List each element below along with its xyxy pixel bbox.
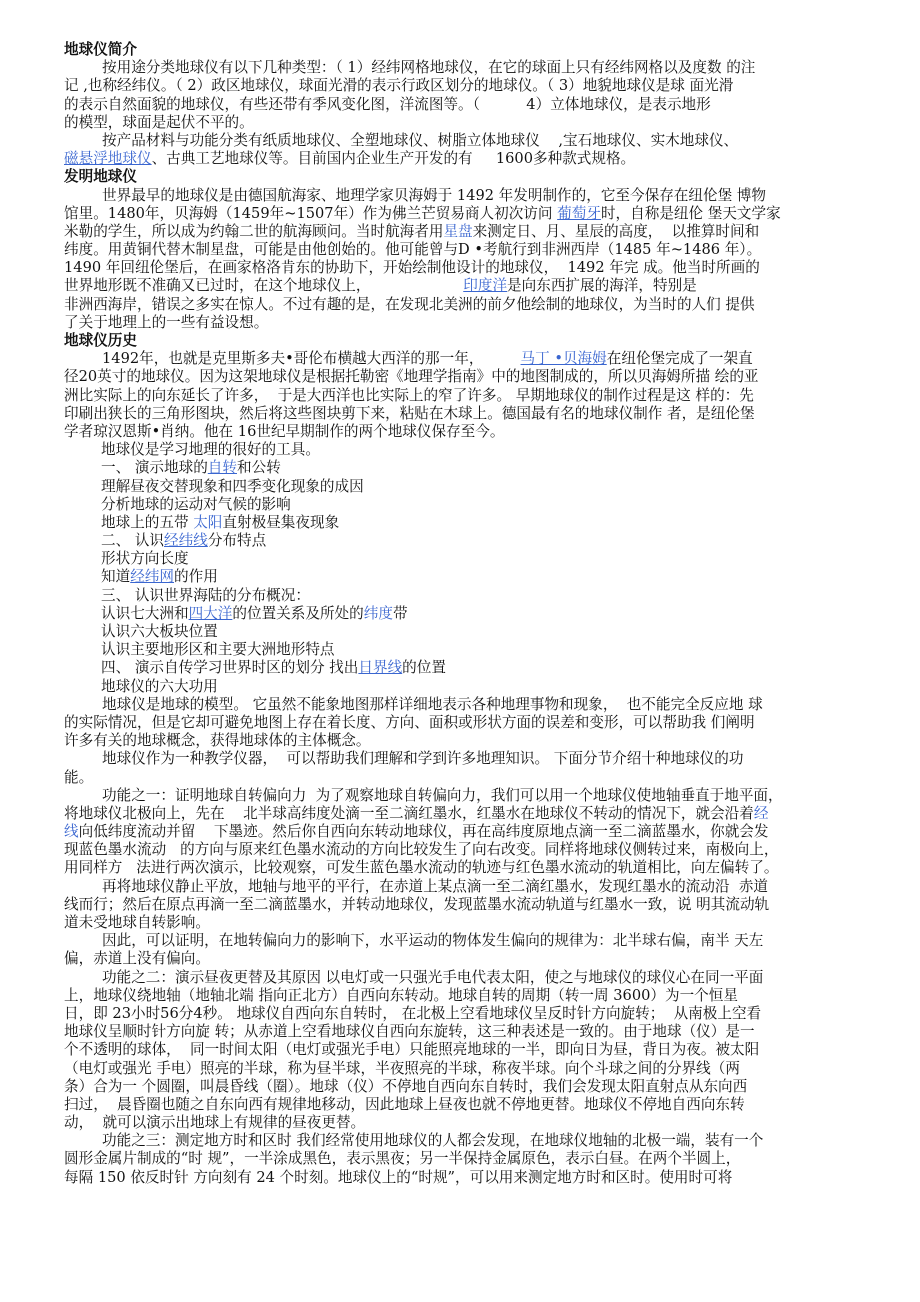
text-line <box>64 987 860 1005</box>
text-line <box>64 132 860 150</box>
text-line <box>64 787 860 805</box>
text-run: 二、 认识 <box>101 532 165 550</box>
text-run: 非洲西海岸，错误之多实在惊人。不过有趣的是，在发现北美洲的前夕他绘制的地球仪，为当时的人们 提供 <box>64 295 755 313</box>
text-run: 线而行；然后在原点再滴一至二滴蓝墨水，并转动地球仪，发现蓝墨水流动轨道与红墨水一致，说 明其流动轨 <box>64 895 770 913</box>
text-line <box>64 1060 860 1078</box>
hyperlink[interactable]: 星盘 <box>443 222 473 240</box>
text-run: 功能之二：演示昼夜更替及其原因 以电灯或一只强光手电代表太阳，使之与地球仪的球仪心在同一平面 <box>102 968 764 986</box>
text-run: 功能之三：测定地方时和区时 我们经常使用地球仪的人都会发现，在地球仪地轴的北极一端，装有一个 <box>102 1132 764 1150</box>
text-line <box>64 769 860 787</box>
text-line <box>64 187 860 205</box>
text-line <box>64 659 860 677</box>
text-line <box>64 296 860 314</box>
text-run: 偏，赤道上没有偏向。 <box>64 950 210 968</box>
text-line <box>64 96 860 114</box>
text-run: 三、 认识世界海陆的分布概况： <box>101 586 310 604</box>
text-run: 的作用 <box>174 568 218 586</box>
text-run: 的实际情况，但是它却可避免地图上存在着长度、方向、面积或形状方面的误差和变形，可以帮助我 们阐明 <box>64 713 755 731</box>
text-run: 因此，可以证明，在地转偏向力的影响下，水平运动的物体发生偏向的规律为：北半球右偏，南半 天左 <box>102 932 764 950</box>
text-line <box>64 932 860 950</box>
text-run: 知道 <box>101 568 131 586</box>
text-run: 条）合为一 个圆圈，叫晨昏线（圈）。地球（仪）不停地自西向东自转时，我们会发现太阳直射点从东向西 <box>64 1077 748 1095</box>
text-run: 圆形金属片制成的“时 规”，一半涂成黑色，表示黑夜；另一半保持金属原色，表示白昼。在两个半圆上， <box>64 1150 741 1168</box>
text-run: 上，地球仪绕地轴（地轴北端 指向正北方）自西向东转动。地球自转的周期（转一周 3600）为一个恒星 <box>64 986 738 1004</box>
text-line <box>64 114 860 132</box>
text-line <box>64 259 860 277</box>
text-run: 带 <box>392 604 408 622</box>
text-run: 分析地球的运动对气候的影响 <box>101 495 291 513</box>
text-line <box>64 241 860 259</box>
hyperlink[interactable]: 经 <box>753 804 769 822</box>
text-run: 扫过， 晨昏圈也随之自东向西有规律地移动，因此地球上昼夜也就不停地更替。地球仪不停地自西向东转 <box>64 1095 745 1113</box>
section-heading <box>64 41 860 59</box>
hyperlink[interactable]: 四大洋 <box>188 604 233 622</box>
text-run: 的表示自然面貌的地球仪，有些还带有季风变化图，洋流图等。（ 4）立体地球仪，是表示地形 <box>64 95 711 113</box>
hyperlink[interactable]: 磁悬浮地球仪 <box>64 150 152 168</box>
text-line <box>64 841 860 859</box>
text-line <box>64 277 860 295</box>
text-run: 是向东西扩展的海洋，特别是 <box>507 277 697 295</box>
text-run: 认识主要地形区和主要大洲地形特点 <box>101 641 335 659</box>
text-run: 米勒的学生，所以成为约翰二世的航海顾问。当时航海者用 <box>64 222 444 240</box>
text-run: 发明地球仪 <box>64 168 137 186</box>
text-run: 地球仪的六大功用 <box>101 677 218 695</box>
text-run: 用同样方 法进行两次演示，比较观察，可发生蓝色墨水流动的轨迹与红色墨水流动的轨道相比，向左偏转了。 <box>64 859 779 877</box>
text-line <box>64 605 860 623</box>
hyperlink[interactable]: 马丁 •贝海姆 <box>520 350 607 368</box>
text-line <box>64 1005 860 1023</box>
text-run: 分布特点 <box>207 532 267 550</box>
hyperlink[interactable]: 日界线 <box>358 659 403 677</box>
hyperlink[interactable]: 线 <box>64 823 79 841</box>
text-run: 地球上的五带 <box>101 513 194 531</box>
hyperlink[interactable]: 太阳 <box>193 513 223 531</box>
text-run: 一、 演示地球的 <box>101 459 208 477</box>
text-line <box>64 878 860 896</box>
text-line <box>64 205 860 223</box>
text-run: 道未受地球自转影响。 <box>64 914 210 931</box>
text-run: 认识六大板块位置 <box>101 623 218 640</box>
text-run: 径20英寸的地球仪。因为这架地球仪是根据托勒密《地理学指南》中的地图制成的，所以贝海姆所描 绘的亚 <box>64 368 759 386</box>
text-run: 地球仪呈顺时针方向旋 转；从赤道上空看地球仪自西向东旋转，这三种表述是一致的。由于地球（仪）是一 <box>64 1023 755 1041</box>
text-line <box>64 314 860 332</box>
section-heading <box>64 168 860 186</box>
text-run: 记 ,也称经纬仪。（ 2）政区地球仪，球面光滑的表示行政区划分的地球仪。（ 3）地貌地球仪是球 面光滑 <box>64 77 734 95</box>
hyperlink[interactable]: 纬度 <box>363 604 393 622</box>
text-run: 印刷出狭长的三角形图块，然后将这些图块剪下来，粘贴在木球上。德国最有名的地球仪制作 者，是纽伦堡 <box>64 404 755 422</box>
text-run: 地球仪历史 <box>64 332 137 349</box>
text-run: 世界最早的地球仪是由德国航海家、地理学家贝海姆于 1492 年发明制作的，它至今保存在纽伦堡 博物 <box>102 186 766 204</box>
text-run: 向低纬度流动并留 下墨迹。然后你自西向东转动地球仪，再在高纬度原地点滴一至二滴蓝墨水，你就会发 <box>78 823 769 841</box>
text-run: 现蓝色墨水流动 的方向与原来红色墨水流动的方向比较发生了向右改变。同样将地球仪侧转过来，南极向上， <box>64 841 779 859</box>
text-line <box>64 969 860 987</box>
text-line <box>64 950 860 968</box>
text-line <box>64 805 860 823</box>
text-line <box>64 478 860 496</box>
text-run: 理解昼夜交替现象和四季变化现象的成因 <box>101 477 364 495</box>
text-run: 再将地球仪静止平放，地轴与地平的平行，在赤道上某点滴一至二滴红墨水，发现红墨水的流动沿 赤道 <box>102 877 769 895</box>
text-line <box>64 678 860 696</box>
text-line <box>64 1150 860 1168</box>
text-run: 、古典工艺地球仪等。目前国内企业生产开发的有 1600多种款式规格。 <box>151 150 636 168</box>
text-run: 动， 就可以演示出地球上有规律的昼夜更替。 <box>64 1114 366 1132</box>
text-line <box>64 896 860 914</box>
text-run: 按产品材料与功能分类有纸质地球仪、全塑地球仪、树脂立体地球仪 ,宝石地球仪、实木地球仪、 <box>102 131 739 149</box>
text-run: 日，即 23小时56分4秒。 地球仪自西向东自转时， 在北极上空看地球仪呈反时针方向旋转； 从南极上空看 <box>64 1004 762 1022</box>
hyperlink[interactable]: 自转 <box>207 459 237 477</box>
text-run: 在纽伦堡完成了一架直 <box>606 350 753 368</box>
text-run: 的模型，球面是起伏不平的。 <box>64 113 254 131</box>
hyperlink[interactable]: 经纬线 <box>164 532 208 550</box>
text-run: 地球仪是地球的模型。 它虽然不能象地图那样详细地表示各种地理事物和现象， 也不能完全反应地 球 <box>102 695 763 713</box>
text-line <box>64 823 860 841</box>
text-line <box>64 750 860 768</box>
text-line <box>64 1078 860 1096</box>
text-line <box>64 223 860 241</box>
text-line <box>64 496 860 514</box>
text-line <box>64 59 860 77</box>
text-run: 按用途分类地球仪有以下几种类型：（ 1）经纬网格地球仪，在它的球面上只有经纬网格以及度数 的注 <box>102 59 756 77</box>
text-run: 每隔 150 依反时针 方向刻有 24 个时刻。地球仪上的“时规”，可以用来测定地方时和区时。使用时可将 <box>64 1168 733 1186</box>
text-run: 1492年，也就是克里斯多夫•哥伦布横越大西洋的那一年， <box>102 350 521 368</box>
text-line <box>64 77 860 95</box>
text-line <box>64 1041 860 1059</box>
text-line <box>64 423 860 441</box>
text-run: 世界地形既不准确又已过时，在这个地球仪上， <box>64 277 464 295</box>
text-run: 馆里。1480年，贝海姆（1459年~1507年）作为佛兰芒贸易商人初次访问 <box>64 204 558 222</box>
hyperlink[interactable]: 经纬网 <box>130 568 174 586</box>
text-line <box>64 405 860 423</box>
section-heading <box>64 332 860 350</box>
text-line <box>64 532 860 550</box>
hyperlink[interactable]: 印度洋 <box>463 277 508 295</box>
text-run: 个不透明的球体， 同一时间太阳（电灯或强光手电）只能照亮地球的一半，即向日为昼，背日为夜。被太阳 <box>64 1041 760 1059</box>
text-line <box>64 459 860 477</box>
text-line <box>64 1023 860 1041</box>
text-line <box>64 1096 860 1114</box>
text-run: 功能之一：证明地球自转偏向力 为了观察地球自转偏向力，我们可以用一个地球仪使地轴垂直于地平面， <box>102 786 783 804</box>
text-line <box>64 859 860 877</box>
text-line <box>64 350 860 368</box>
text-run: 的位置 <box>402 659 446 677</box>
text-run: 的位置关系及所处的 <box>232 604 364 622</box>
text-line <box>64 368 860 386</box>
text-line <box>64 441 860 459</box>
document-body <box>64 41 860 1187</box>
text-line <box>64 550 860 568</box>
text-line <box>64 914 860 932</box>
text-run: 学者琼汉恩斯•肖纳。他在 16世纪早期制作的两个地球仪保存至今。 <box>64 422 505 440</box>
text-line <box>64 696 860 714</box>
text-run: 四、 演示自传学习世界时区的划分 找出 <box>101 659 359 677</box>
text-run: 直射极昼集夜现象 <box>222 513 340 531</box>
text-run: 将地球仪北极向上，先在 北半球高纬度处滴一至二滴红墨水，红墨水在地球仪不转动的情况下，就会沿着 <box>64 804 754 822</box>
hyperlink[interactable]: 葡萄牙 <box>557 204 601 222</box>
text-run: 地球仪是学习地理的很好的工具。 <box>101 441 320 459</box>
text-line <box>64 641 860 659</box>
text-run: 许多有关的地球概念，获得地球体的主体概念。 <box>64 732 371 750</box>
text-line <box>64 1132 860 1150</box>
text-run: 洲比实际上的向东延长了许多， 于是大西洋也比实际上的窄了许多。 早期地球仪的制作过程是这 样的：先 <box>64 386 754 404</box>
text-run: （电灯或强光 手电）照亮的半球，称为昼半球，半夜照亮的半球，称夜半球。向个斗球之间的分界线（两 <box>64 1059 740 1077</box>
text-run: 时，自称是纽伦 堡天文学家 <box>600 204 781 222</box>
text-line <box>64 150 860 168</box>
text-run: 纬度。用黄铜代替木制星盘，可能是由他创始的。他可能曾与D •考航行到非洲西岸（1485 年~1486 年）。 <box>64 241 762 259</box>
text-run: 地球仪作为一种教学仪器， 可以帮助我们理解和学到许多地理知识。 下面分节介绍十种地球仪的功 <box>102 750 744 768</box>
text-line <box>64 714 860 732</box>
text-line <box>64 1169 860 1187</box>
text-run: 了关于地理上的一些有益设想。 <box>64 313 269 331</box>
text-run: 形状方向长度 <box>101 550 189 568</box>
text-line <box>64 732 860 750</box>
text-line <box>64 387 860 405</box>
text-run: 和公转 <box>237 459 281 477</box>
text-line <box>64 1114 860 1132</box>
text-line <box>64 623 860 641</box>
text-run: 认识七大洲和 <box>101 604 189 622</box>
text-run: 来测定日、月、星辰的高度， 以推算时间和 <box>472 222 760 240</box>
text-line <box>64 514 860 532</box>
text-run: 1490 年回纽伦堡后，在画家格洛肯东的协助下，开始绘制他设计的地球仪， 1492 年完 成。他当时所画的 <box>64 259 760 277</box>
text-run: 地球仪简介 <box>64 41 137 58</box>
text-line <box>64 587 860 605</box>
text-line <box>64 568 860 586</box>
text-run: 能。 <box>64 768 94 786</box>
